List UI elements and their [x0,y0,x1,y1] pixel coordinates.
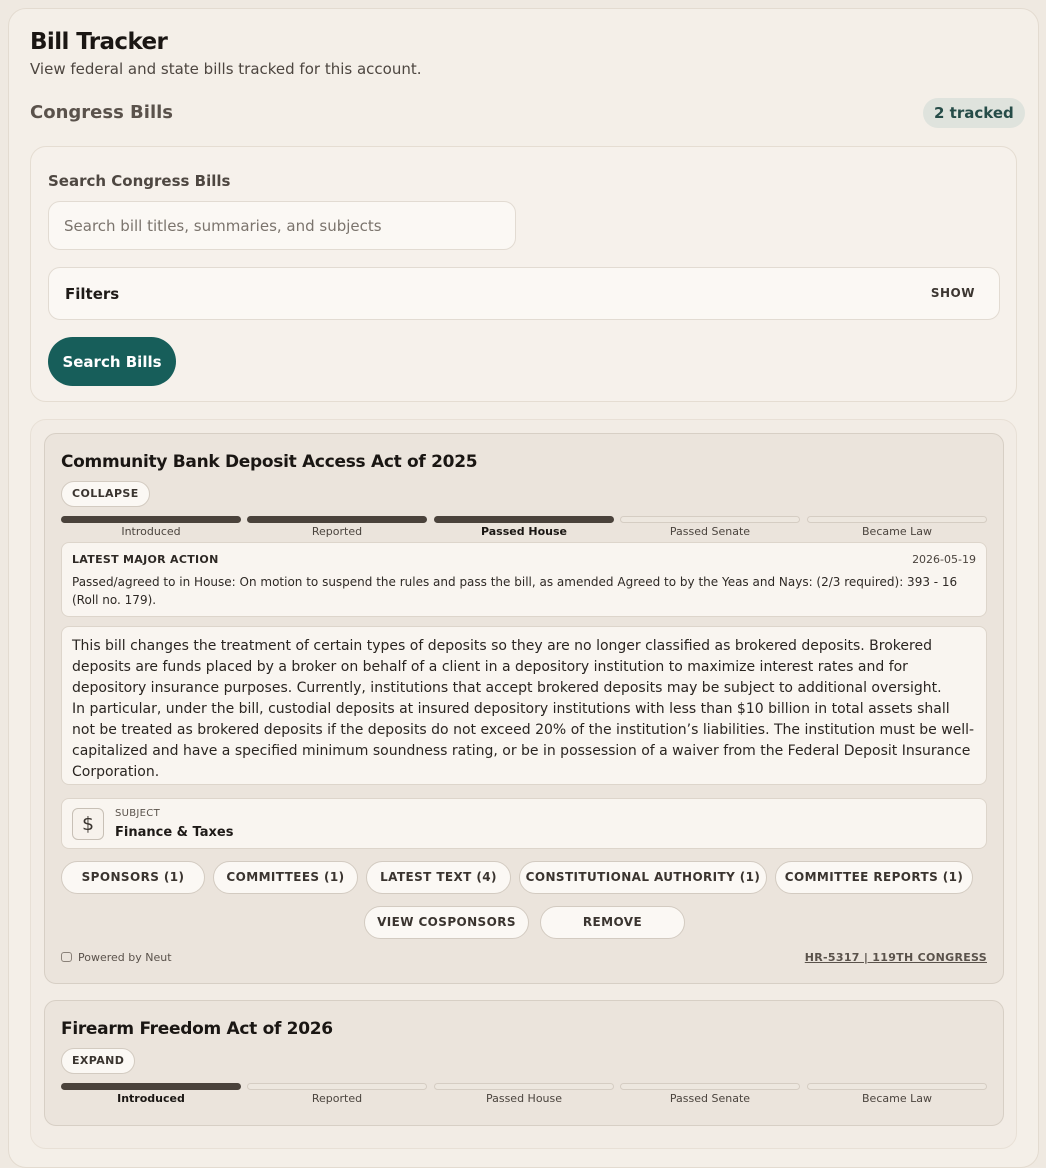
tracked-count-badge: 2 tracked [923,98,1025,128]
bill-card [44,1000,1004,1126]
subject-value: Finance & Taxes [115,825,234,840]
sponsors-button[interactable]: SPONSORS (1) [61,861,205,894]
committees-button[interactable]: COMMITTEES (1) [213,861,358,894]
progress-tracker [61,1083,987,1103]
view-cosponsors-button[interactable]: VIEW COSPONSORS [364,906,529,939]
bill-card [44,433,1004,984]
remove-button[interactable]: REMOVE [540,906,685,939]
latest-major-action [61,542,987,617]
summary-paragraph: In particular, under the bill, custodial deposits at insured depository institutions with less than $10 billion in total assets shall not be treated as brokered deposits if the deposits do not exceed 20% of the institution’s liabilities. The institution must be well-capitalized and have a specified minimum soundness rating, or be in possession of a waiver from the Federal Deposit Insurance Corporation. [72,701,975,780]
section-title-congress: Congress Bills [30,102,173,123]
stage-passed-house: Passed House [434,1083,614,1105]
neut-logo-icon [61,952,72,962]
stage-introduced: Introduced [61,1083,241,1105]
filters-show-toggle[interactable]: SHOW [930,286,975,300]
expand-button[interactable]: EXPAND [61,1048,135,1074]
search-input[interactable] [48,201,516,250]
latest-action-label: LATEST MAJOR ACTION [72,553,219,566]
filters-panel[interactable] [48,267,1000,320]
bill-tracker-page [8,8,1039,1168]
bill-summary [61,626,987,785]
summary-paragraph: This bill changes the treatment of certain types of deposits so they are no longer classified as brokered deposits. Brokered deposits are funds placed by a broker on behalf of a client in a depository institution to maximize interest rates and for depository insurance purposes. Currently, institutions that accept brokered deposits may be subject to additional oversight. [72,638,942,696]
dollar-icon: $ [72,808,104,840]
constitutional-authority-button[interactable]: CONSTITUTIONAL AUTHORITY (1) [519,861,767,894]
subject-box [61,798,987,849]
committee-reports-button[interactable]: COMMITTEE REPORTS (1) [775,861,973,894]
bill-id-link[interactable]: HR-5317 | 119TH CONGRESS [804,951,987,964]
stage-reported: Reported [247,1083,427,1105]
search-label: Search Congress Bills [48,172,231,190]
bill-title: Firearm Freedom Act of 2026 [61,1019,333,1039]
stage-passed-house: Passed House [434,516,614,538]
stage-became-law: Became Law [807,1083,987,1105]
latest-action-date: 2026-05-19 [912,553,976,566]
bill-list [30,419,1017,1149]
stage-introduced: Introduced [61,516,241,538]
latest-text-button[interactable]: LATEST TEXT (4) [366,861,511,894]
page-subtitle: View federal and state bills tracked for this account. [30,60,422,78]
bill-title: Community Bank Deposit Access Act of 2025 [61,452,478,472]
search-card [30,146,1017,402]
stage-became-law: Became Law [807,516,987,538]
latest-action-text: Passed/agreed to in House: On motion to suspend the rules and pass the bill, as amended Agreed to by the Yeas and Nays: (2/3 required): 393 - 16 (Roll no. 179). [72,575,958,607]
stage-reported: Reported [247,516,427,538]
collapse-button[interactable]: COLLAPSE [61,481,150,507]
stage-passed-senate: Passed Senate [620,516,800,538]
page-title: Bill Tracker [30,29,168,55]
progress-tracker [61,516,987,536]
subject-label: SUBJECT [115,808,160,819]
search-bills-button[interactable]: Search Bills [48,337,176,386]
powered-by: Powered by Neut [61,951,172,964]
stage-passed-senate: Passed Senate [620,1083,800,1105]
filters-label: Filters [65,285,120,303]
